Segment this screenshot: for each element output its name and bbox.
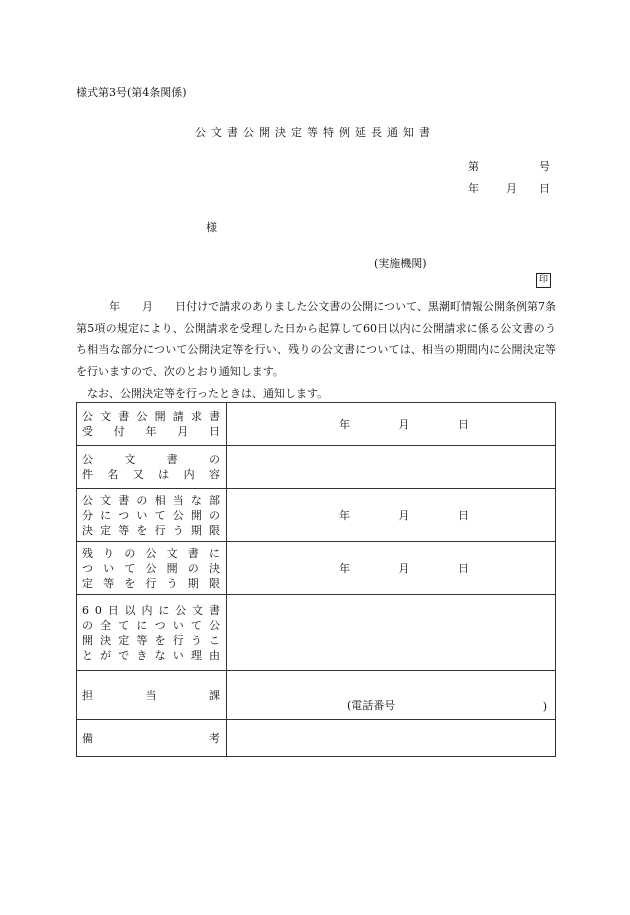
row-label-line: 受 付 年 月 日	[82, 425, 220, 438]
issue-date-year: 年	[468, 182, 479, 195]
date-year-label: 年	[339, 509, 350, 522]
date-field	[339, 560, 469, 576]
table-row	[77, 542, 556, 595]
issue-date-month: 月	[506, 182, 517, 195]
row-label-line: 担 当 課	[82, 688, 220, 702]
date-field	[339, 416, 469, 432]
row-value[interactable]	[227, 403, 556, 446]
doc-no-go: 号	[539, 160, 550, 173]
row-label-line: 備 考	[82, 731, 220, 745]
date-year-label: 年	[339, 562, 350, 575]
notice-paragraph-main: 年 月 日付けで請求のありました公文書の公開について、黒潮町情報公開条例第7条第5項の規定により、公開請求を受理した日から起算して60日以内に公開請求に係る公文書のうち相当な部分について公開決定等を行い、残りの公文書については、相当の期間内に公開決定等を行いますので、次のとおり通知します。	[76, 300, 556, 379]
row-label-line: 件 名 又 は 内 容	[82, 468, 220, 481]
table-row	[77, 595, 556, 671]
row-label-line: 分 に つ い て 公 開 の	[82, 508, 220, 522]
date-month-label: 月	[398, 509, 410, 522]
row-label-line: 決 定 等 を 行 う 期 限	[82, 523, 220, 537]
row-label-line: 公 文 書 の 相 当 な 部	[82, 493, 220, 507]
notice-body	[76, 296, 556, 405]
row-label	[77, 720, 227, 757]
table-row	[77, 720, 556, 757]
phone-field	[227, 671, 555, 719]
row-label-line: 残 り の 公 文 書 に	[82, 546, 220, 560]
issue-date-day: 日	[539, 182, 550, 195]
doc-no-dai: 第	[468, 160, 479, 173]
table-row	[77, 446, 556, 489]
row-label-line: つ い て 公 開 の 決	[82, 561, 220, 575]
row-label-line: 公 文 書 公 開 請 求 書	[82, 410, 220, 423]
table-row	[77, 403, 556, 446]
form-number: 様式第3号(第4条関係)	[76, 86, 187, 99]
date-day-label: 日	[458, 418, 469, 431]
date-day-label: 日	[458, 509, 469, 522]
row-value[interactable]	[227, 542, 556, 595]
phone-close-paren: )	[542, 700, 547, 713]
row-label-line: 定 等 を 行 う 期 限	[82, 576, 220, 590]
notice-paragraph-followup: なお、公開決定等を行ったときは、通知します。	[76, 386, 329, 400]
phone-label: (電話番号	[347, 699, 396, 712]
row-label	[77, 489, 227, 542]
row-label-line: の 全 て に つ い て 公	[82, 618, 220, 632]
addressee-suffix: 様	[206, 221, 217, 234]
row-value[interactable]	[227, 595, 556, 671]
row-value[interactable]	[227, 446, 556, 489]
row-label-line: 6 0 日 以 内 に 公 文 書	[82, 603, 220, 617]
agency-label: (実施機関)	[374, 257, 427, 270]
table-row	[77, 489, 556, 542]
row-label	[77, 542, 227, 595]
table-row	[77, 671, 556, 720]
document-title: 公文書公開決定等特例延長通知書	[195, 126, 435, 139]
seal-stamp-icon: 印	[536, 273, 551, 288]
date-day-label: 日	[458, 562, 469, 575]
row-value[interactable]	[227, 720, 556, 757]
date-month-label: 月	[398, 418, 410, 431]
row-label	[77, 446, 227, 489]
date-month-label: 月	[398, 562, 410, 575]
row-value[interactable]	[227, 489, 556, 542]
row-value[interactable]	[227, 671, 556, 720]
row-label	[77, 671, 227, 720]
row-label	[77, 595, 227, 671]
notice-details-table	[76, 402, 556, 757]
row-label-line: と が で き な い 理 由	[82, 648, 220, 662]
row-label	[77, 403, 227, 446]
date-year-label: 年	[339, 418, 350, 431]
row-label-line: 開 決 定 等 を 行 う こ	[82, 633, 220, 647]
row-label-line: 公 文 書 の	[82, 453, 220, 466]
date-field	[339, 507, 469, 523]
